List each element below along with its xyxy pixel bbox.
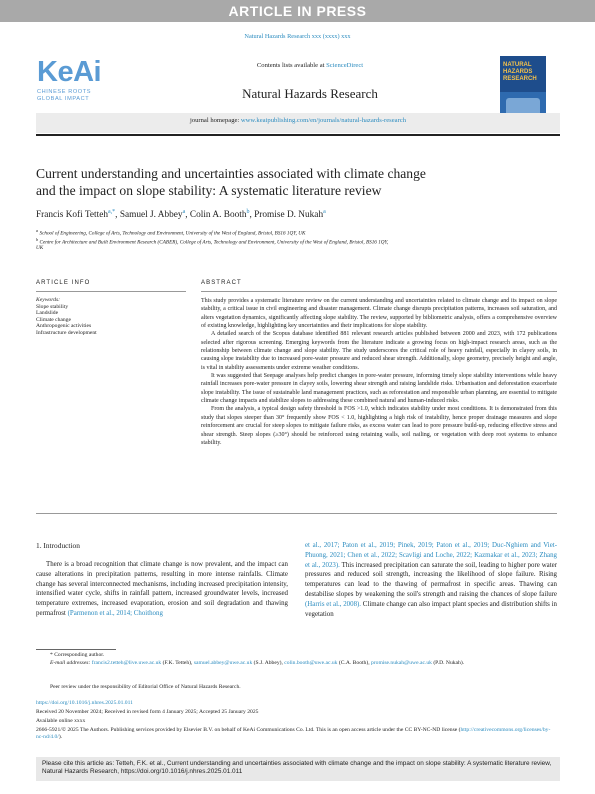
logo-tagline-1: CHINESE ROOTS	[37, 89, 92, 95]
keyword-item: Slope stability	[36, 303, 69, 310]
affiliation-text: School of Engineering, College of Arts, Technology and Environment, University of the West of England, Bristol, BS16 1QY, UK	[39, 230, 306, 237]
abstract-end-rule	[36, 513, 557, 514]
intro-right-column	[305, 541, 557, 619]
introduction-heading: 1. Introduction	[36, 541, 80, 550]
abstract-paragraph: It was suggested that Seepage analyses help predict changes in pore-water pressure, informing timely slope stability interventions while heavy rainfall increases pore-water pressure in clayey soils, lowering shear strength and raising landslide risks. Urbanisation and deforestation exacerbate slope instability. The issue of sustainable land management practices, such as reforestation and responsible urban planning, are essential to mitigate climate change impacts and stabilize slopes to addressing these combined natural and human-induced risks.	[201, 373, 557, 405]
keyword-item: Climate change	[36, 316, 71, 323]
citation-box: Please cite this article as: Tetteh, F.K. et al., Current understanding and uncertainties associated with climate change and the impact on slope stability: A systematic literature review, Natural Hazards Research, https://doi.org/10.1016/j.nhres.2025.01.011	[36, 757, 560, 781]
email-link[interactable]: promise.nukah@uwe.ac.uk	[371, 660, 432, 666]
email-addresses	[50, 660, 556, 667]
keyword-item: Landslide	[36, 310, 59, 317]
article-dates: Received 20 November 2024; Received in revised form 4 January 2025; Accepted 25 January 2025	[36, 709, 259, 715]
citation-link[interactable]: (Harris et al., 2008).	[305, 600, 362, 608]
keyword-item: Infrastructure development	[36, 329, 97, 336]
citation-link[interactable]: (Parmenon et al., 2014; Choithong	[67, 609, 163, 617]
contents-line	[140, 62, 480, 69]
email-link[interactable]: samuel.abbey@uwe.ac.uk	[193, 660, 253, 666]
keywords-label: Keywords:	[36, 297, 61, 303]
journal-homepage	[36, 117, 560, 124]
corresponding-author-note: * Corresponding author.	[50, 652, 105, 658]
abstract-text	[201, 297, 557, 447]
email-owner: (C.A. Booth),	[337, 660, 371, 666]
abstract-paragraph: This study provides a systematic literature review on the current understanding and uncertainties related to climate change and its impact on slope stability, a critical issue in civil engineering and disaster management. Climate change disrupts precipitation patterns, increases soil saturation, and alters vegetation dynamics, significantly affecting slope stability. The review, supported by bibliometric analysis, offers a comprehensive overview of existing knowledge, highlighting key uncertainties and their implications for slope stability.	[201, 298, 557, 330]
header-divider	[36, 134, 560, 136]
intro-right-text-2: Climate change can also impact plant species and distribution shifts in vegetation	[305, 600, 557, 618]
affiliation-mark: a	[36, 228, 39, 233]
citation-links[interactable]: et al., 2017; Paton et al., 2019; Pinek, 2019; Paton et al., 2019; Duc-Nghiem and Viet-Phuong, 2021; Chen et al., 2022; Scavligi and Loche, 2022; Kazmakar et al., 2023; Zhang et al., 2023).	[305, 542, 557, 569]
email-link[interactable]: colin.booth@uwe.ac.uk	[284, 660, 338, 666]
sciencedirect-link[interactable]: ScienceDirect	[326, 62, 364, 69]
abstract-rule	[201, 291, 557, 292]
logo-name: KeAi	[37, 56, 102, 88]
peer-review-note: Peer review under the responsibility of Editorial Office of Natural Hazards Research.	[50, 684, 241, 690]
article-title	[36, 165, 556, 199]
author-affiliation-mark[interactable]: b	[246, 209, 250, 215]
author-name: Francis Kofi Tetteh	[36, 210, 108, 221]
intro-left-column	[36, 560, 288, 619]
email-link[interactable]: francis2.tetteh@live.uwe.ac.uk	[91, 660, 162, 666]
author-name: Samuel J. Abbey	[119, 210, 183, 221]
email-owner: (P.D. Nukah).	[431, 660, 465, 666]
author-name: Promise D. Nukah	[254, 210, 324, 221]
author-name: Colin A. Booth	[189, 210, 247, 221]
title-line-1: Current understanding and uncertainties associated with climate change	[36, 166, 426, 181]
journal-title: Natural Hazards Research	[242, 86, 378, 101]
email-label: E-mail addresses:	[50, 660, 92, 666]
article-in-press-banner: ARTICLE IN PRESS	[0, 0, 595, 22]
logo-tagline-2: GLOBAL IMPACT	[37, 96, 90, 102]
license-end: ).	[58, 734, 63, 740]
available-online: Available online xxxx	[36, 718, 86, 724]
abstract-paragraph: From the analysis, a typical design safety threshold is FOS >1.0, which indicates stability under most conditions. It is demonstrated from this study that slopes steeper than 30° frequently show FOS < 1.0, highlighting a high risk of instability, hence proper drainage measures and slope reinforcement are crucial for steep slopes to mitigate failure risks, as excess water can lead to pore pressure build-up, reducing effective stress and shear strength. Steep slopes (≥30°) should be reinforced using retaining walls, soil nailing, or vegetation with deep root systems to enhance stability.	[201, 406, 557, 446]
email-owner: (S.J. Abbey),	[252, 660, 285, 666]
homepage-label: journal homepage:	[190, 117, 241, 124]
abstract-paragraph: A detailed search of the Scopus database identified 881 relevant research articles published between 2000 and 2023, with 172 publications selected after rigorous screening. Emerging keywords from the literature indicate a growing focus on high-impact research areas, such as the relationship between climate change and slope stability. The study underscores the critical role of heavy rainfall, especially in clayey soils, in causing slope instability due to increased pore-water pressure and reduced shear strength. Additionally, slope geometry, precisely height and angle, is vital in stability assessments under extreme weather conditions.	[201, 331, 557, 371]
contents-prefix: Contents lists available at	[256, 62, 327, 69]
author-affiliation-mark[interactable]: a	[182, 209, 186, 215]
copyright-text: 2666-5921/© 2025 The Authors. Publishing services provided by Elsevier B.V. on behalf of KeAi Communications Co. Ltd. This is an open access article under the CC BY-NC-ND license (	[36, 727, 461, 733]
author-affiliation-mark[interactable]: a,*	[108, 209, 116, 215]
intro-left-text: There is a broad recognition that climate change is now prevalent, and the impact can cause alterations in precipitation patterns, resulting in more intense rainfalls. Climate change has several interconnected mechanisms, including increased precipitation intensity, intensified water cycle, shifts in rainfall pattern, increased groundwater levels, increased temperature extremes, increased evaporation, erosion and soil degradation and thawing permafrost	[36, 561, 288, 617]
keai-logo	[37, 56, 132, 116]
article-info-heading: ARTICLE INFO	[36, 280, 91, 286]
footnote-rule	[36, 649, 116, 650]
article-info-rule	[36, 291, 186, 292]
doi-link[interactable]: https://doi.org/10.1016/j.nhres.2025.01.011	[36, 700, 133, 706]
author-list: Francis Kofi Tetteh$^{a,*}$, Samuel J. Abbey$^a$, Colin A. Booth$^b$, Promise D. Nukah$^a$	[36, 209, 326, 221]
homepage-link[interactable]: www.keaipublishing.com/en/journals/natural-hazards-research	[240, 117, 406, 124]
title-line-2: and the impact on slope stability: A systematic literature review	[36, 183, 382, 198]
copyright-notice	[36, 727, 556, 741]
affiliation-mark: b	[36, 237, 39, 242]
license-link[interactable]: http://creativecommons.org/licenses/by-nc-nd/4.0/	[36, 727, 551, 740]
author-affiliation-mark[interactable]: a	[323, 209, 326, 215]
intro-right-text: This increased precipitation can saturate the soil, leading to higher pore water pressures and reduced soil strength, increasing the likelihood of slope failure. Rising temperatures can lead to the thawing of permafrost in specific areas. Thawing can destabilise slopes by weakening the soil's strength and raising the chances of slope failure	[305, 561, 557, 598]
abstract-heading: ABSTRACT	[201, 280, 242, 286]
affiliation-b-cont: UK	[36, 245, 44, 251]
cover-title: NATURAL HAZARDS RESEARCH	[503, 62, 537, 82]
affiliation-text: Centre for Architecture and Built Environment Research (CABER), College of Arts, Technology and Environment, University of the West of England, Bristol, BS16 1QY,	[39, 239, 389, 246]
email-owner: (F.K. Tetteh),	[161, 660, 194, 666]
keywords-block	[36, 297, 186, 337]
keyword-item: Anthropogenic activities	[36, 323, 92, 330]
journal-reference[interactable]: Natural Hazards Research xxx (xxxx) xxx	[244, 33, 351, 40]
